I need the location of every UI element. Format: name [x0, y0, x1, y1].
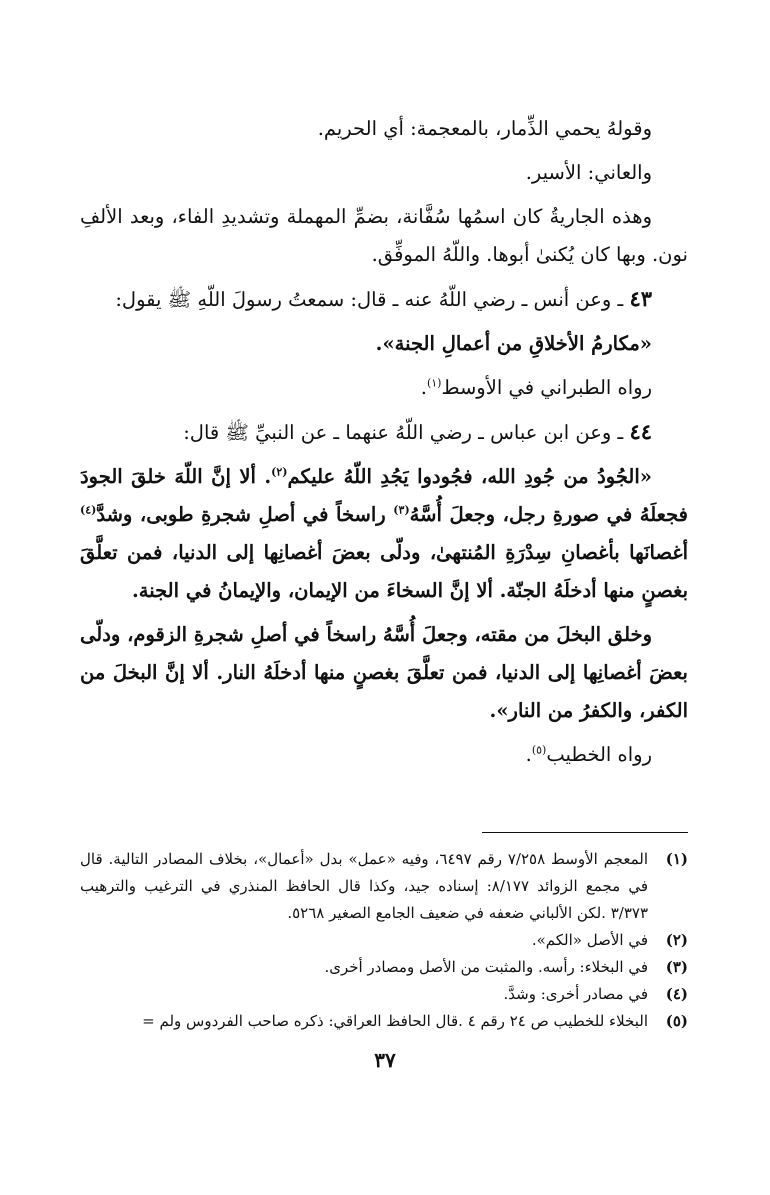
- hadith-43-source: [80, 369, 688, 407]
- hadith-44-intro: [80, 413, 688, 452]
- footnote-text: في البخلاء: رأسه. والمثبت من الأصل ومصادر أخرى.: [324, 958, 648, 976]
- page-number: ٣٧: [374, 1048, 396, 1072]
- footnote-mark: (٣): [665, 958, 688, 976]
- footnotes: [80, 846, 688, 1035]
- footnote-ref-1: (١): [426, 376, 442, 390]
- hadith-43-source-text: رواه الطبراني في الأوسط: [441, 376, 652, 399]
- hadith-43-chain: ـ وعن أنس ـ رضي اللّهُ عنه ـ قال: سمعتُ رسولَ اللّهِ ﷺ يقول:: [115, 288, 624, 311]
- hadith-44-chain: ـ وعن ابن عباس ـ رضي اللّهُ عنهما ـ عن النبيِّ ﷺ قال:: [183, 421, 624, 444]
- footnote-3: [80, 954, 688, 981]
- footnote-text: في مصادر أخرى: وشدَّ.: [503, 985, 648, 1003]
- hadith-43-source-end: .: [420, 376, 427, 399]
- footnote-text: المعجم الأوسط ٧/٢٥٨ رقم ٦٤٩٧، وفيه «عمل» بدل «أعمال»، بخلاف المصادر التالية. قال في مجمع الزوائد ٨/١٧٧: إسناده جيد، وكذا قال الحافظ المنذري في الترغيب والترهيب ٣/٣٧٣ .لكن الألباني ضعفه في ضعيف الجامع الصغير ٥٢٦٨.: [80, 850, 649, 922]
- footnote-ref-5: (٥): [531, 743, 547, 757]
- hadith-44-part-d: أغصانَها بأغصانِ سِدْرَةِ المُنتهىٰ، ودلّى بعضَ أغصانِها إلى الدنيا، فمن تعلَّقَ بغصنٍ منها أدخلَهُ الجنّة. ألا إنَّ السخاءَ من الإيمان، والإيمانُ في الجنة.: [80, 541, 688, 602]
- hadith-43-intro: [80, 280, 688, 319]
- hadith-44-part-c: راسخاً في أصلِ شجرةِ طوبى، وشدَّ: [96, 503, 394, 526]
- hadith-44-part-a: «الجُودُ من جُودِ الله، فجُودوا يَجُدِ اللّهُ عليكم: [287, 465, 652, 488]
- paragraph-aani: والعاني: الأسير.: [525, 161, 652, 184]
- hadith-44-source: [80, 736, 688, 774]
- footnote-mark: (٢): [665, 931, 688, 949]
- hadith-43-text: «مكارمُ الأخلاقِ من أعمالِ الجنة».: [375, 332, 652, 355]
- hadith-44-source-end: .: [525, 743, 532, 766]
- hadith-44-part-b: . ألا إنَّ اللّهَ خلقَ الجودَ فجعلَهُ في صورةِ رجل، وجعلَ أُسَّهُ: [80, 465, 688, 526]
- footnote-2: [80, 927, 688, 954]
- hadith-44-text-2: وخلق البخلَ من مقته، وجعلَ أُسَّهُ راسخاً في أصلِ شجرةِ الزقوم، ودلّى بعضَ أغصانِها إلى الدنيا، فمن تعلَّقَ بغصنٍ منها أدخلَهُ النار. ألا إنَّ البخلَ من الكفر، والكفرُ من النار».: [80, 623, 688, 722]
- footnote-mark: (١): [665, 850, 688, 868]
- footnote-ref-2: (٢): [271, 465, 288, 479]
- paragraph-dhimar: وقولهُ يحمي الذِّمار، بالمعجمة: أي الحريم.: [317, 117, 652, 140]
- hadith-number-43: ٤٣: [629, 286, 652, 311]
- main-text: [80, 110, 688, 780]
- footnote-1: [80, 846, 688, 927]
- hadith-number-44: ٤٤: [629, 419, 652, 444]
- footnote-mark: (٤): [665, 985, 688, 1003]
- footnote-4: [80, 981, 688, 1008]
- footnote-separator: [482, 832, 688, 833]
- footnote-ref-3: (٣): [393, 503, 410, 517]
- footnote-5: [80, 1008, 688, 1035]
- hadith-44-source-text: رواه الخطيب: [546, 743, 652, 766]
- footnote-text: البخلاء للخطيب ص ٢٤ رقم ٤ .قال الحافظ العراقي: ذكره صاحب الفردوس ولم =: [142, 1012, 648, 1030]
- footnote-mark: (٥): [665, 1012, 688, 1030]
- footnote-text: في الأصل «الكم».: [531, 931, 648, 949]
- paragraph-saffana: وهذه الجاريةُ كان اسمُها سُفَّانة، بضمِّ المهملة وتشديدِ الفاء، وبعد الألفِ نون. وبها كان يُكنىٰ أبوها. واللّهُ الموفِّق.: [80, 205, 688, 266]
- hadith-44-text-1: [80, 458, 688, 610]
- footnote-ref-4: (٤): [80, 503, 97, 517]
